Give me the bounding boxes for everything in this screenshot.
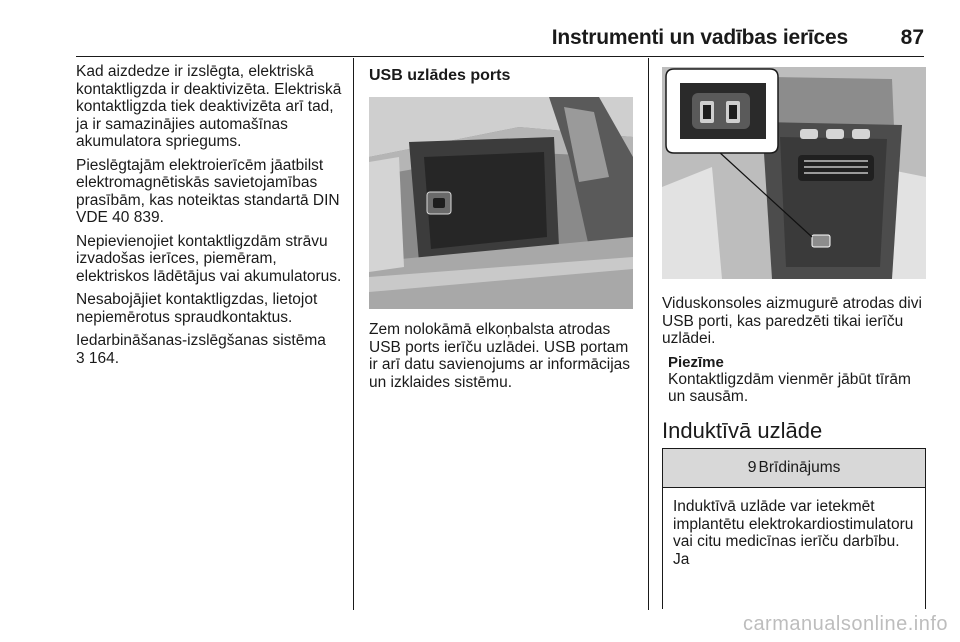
note-heading: Piezīme — [668, 353, 724, 371]
usb-section-heading: USB uzlādes ports — [369, 67, 511, 84]
paragraph-5: Iedarbināšanas-izslēgšanas sistēma — [76, 332, 326, 349]
paragraph-4: Nesabojājiet kontaktligzdas, lietojot nepiemērotus spraudkontaktus. — [76, 291, 318, 326]
page-title: Instrumenti un vadības ierīces — [551, 26, 848, 49]
rear-console-illustration — [662, 67, 926, 279]
warning-header — [663, 449, 925, 488]
column-divider-1 — [353, 58, 354, 610]
paragraph-3: Nepievienojiet kontaktligzdām strāvu izvadošas ierīces, piemēram, elektriskos lādētājus vai akumulatorus. — [76, 232, 342, 285]
column-2 — [369, 63, 635, 391]
paragraph-2: Pieslēgtajām elektroierīcēm jāatbilst elektromagnētiskās savietojamības prasībām, kas noteiktas standartā DIN VDE 40 839. — [76, 156, 340, 226]
warning-box — [662, 448, 926, 609]
watermark: carmanualsonline.info — [742, 613, 948, 635]
armrest-usb-photo — [369, 97, 633, 309]
usb-armrest-caption: Zem nolokāmā elkoņbalsta atrodas USB ports ierīču uzlādei. USB portam ir arī datu savienojums ar informācijas un izklaides sistēmu. — [369, 321, 631, 391]
warning-heading: Brīdinājums — [758, 459, 841, 476]
warning-triangle-icon: 9 — [747, 459, 757, 476]
rear-usb-caption: Viduskonsoles aizmugurē atrodas divi USB porti, kas paredzēti tikai ierīču uzlādei. — [662, 295, 922, 347]
rear-console-usb-photo — [662, 67, 926, 279]
note-box — [668, 354, 926, 406]
paragraph-1: Kad aizdedze ir izslēgta, elektriskā kontaktligzda ir deaktivizēta. Elektriskā kontaktligzda tiek deaktivizēta arī tad, ja ir samazinājies automašīnas akumulatora spriegums. — [76, 63, 342, 150]
armrest-usb-illustration — [369, 97, 633, 309]
page-header — [76, 26, 924, 52]
column-3 — [662, 63, 926, 444]
column-divider-2 — [648, 58, 649, 610]
column-1 — [76, 63, 348, 373]
inductive-charging-heading: Induktīvā uzlāde — [662, 417, 823, 443]
page-number: 87 — [900, 26, 924, 49]
note-text: Kontaktligzdām vienmēr jābūt tīrām un sausām. — [668, 370, 911, 405]
page-reference-link[interactable]: 3 164. — [76, 349, 120, 367]
warning-text: Induktīvā uzlāde var ietekmēt implantētu elektrokardiostimulatoru vai citu medicīnas ierīču darbību. Ja — [673, 498, 914, 568]
header-divider — [76, 56, 924, 57]
